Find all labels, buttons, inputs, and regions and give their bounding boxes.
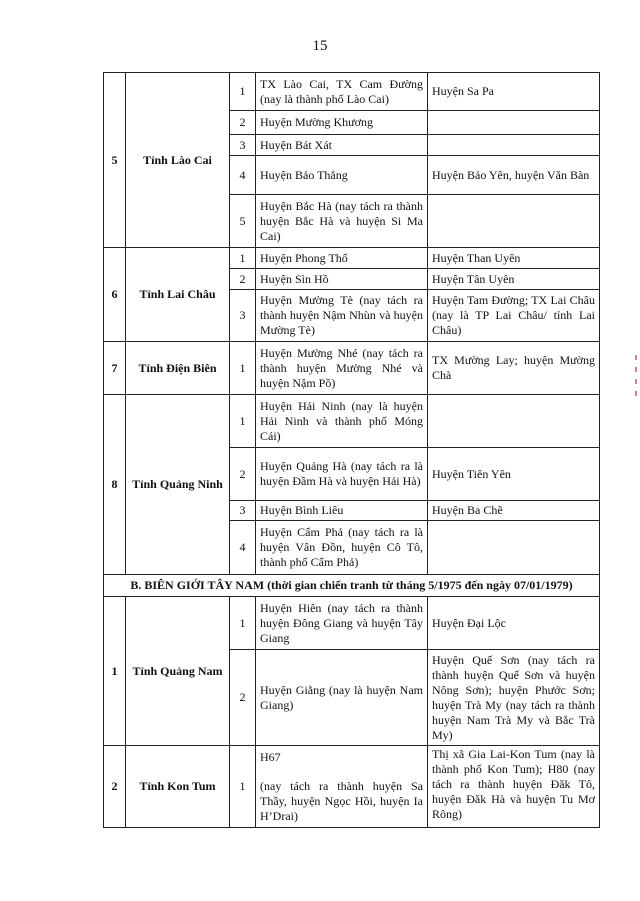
province-stt: 5 bbox=[104, 73, 126, 248]
table-row bbox=[104, 395, 600, 448]
row-number: 5 bbox=[230, 195, 256, 248]
district-cell: Huyện Quảng Hà (nay tách ra là huyện Đầm Hà và huyện Hải Hà) bbox=[256, 448, 428, 501]
row-number: 4 bbox=[230, 521, 256, 575]
note-cell bbox=[428, 521, 600, 575]
district-cell: Huyện Bảo Thắng bbox=[256, 156, 428, 195]
district-cell: Huyện Phong Thổ bbox=[256, 248, 428, 269]
table-row bbox=[104, 746, 600, 828]
note-cell bbox=[428, 195, 600, 248]
district-cell: Huyện Mường Nhé (nay tách ra thành huyện Mường Nhé và huyện Nậm Pồ) bbox=[256, 342, 428, 395]
row-number: 3 bbox=[230, 501, 256, 521]
district-cell: Huyện Bắc Hà (nay tách ra thành huyện Bắc Hà và huyện Si Ma Cai) bbox=[256, 195, 428, 248]
district-detail: (nay tách ra thành huyện Sa Thầy, huyện Ngọc Hồi, huyện Ia H’Drai) bbox=[260, 778, 423, 823]
row-number: 1 bbox=[230, 248, 256, 269]
district-cell: Huyện Cẩm Phả (nay tách ra là huyện Vân Đồn, huyện Cô Tô, thành phố Cẩm Phả) bbox=[256, 521, 428, 575]
table-row bbox=[104, 73, 600, 111]
note-cell: Huyện Tam Đường; TX Lai Châu (nay là TP Lai Châu/ tỉnh Lai Châu) bbox=[428, 290, 600, 342]
note-cell: Huyện Sa Pa bbox=[428, 73, 600, 111]
row-number: 3 bbox=[230, 135, 256, 156]
margin-stamp-mark bbox=[635, 348, 638, 408]
province-name: Tỉnh Quảng Ninh bbox=[126, 395, 230, 575]
page-number: 15 bbox=[312, 38, 328, 54]
note-cell bbox=[428, 135, 600, 156]
province-name: Tỉnh Kon Tum bbox=[126, 746, 230, 828]
section-header-row bbox=[104, 575, 600, 597]
row-number: 2 bbox=[230, 111, 256, 135]
note-cell: Thị xã Gia Lai-Kon Tum (nay là thành phố Kon Tum); H80 (nay tách ra thành huyện Đăk Tô, huyện Đăk Hà và huyện Tu Mơ Rông) bbox=[428, 746, 600, 828]
section-b-title: B. BIÊN GIỚI TÂY NAM (thời gian chiến tranh từ tháng 5/1975 đến ngày 07/01/1979) bbox=[104, 575, 600, 597]
district-table bbox=[103, 72, 600, 828]
district-cell: Huyện Bát Xát bbox=[256, 135, 428, 156]
note-cell: Huyện Ba Chẽ bbox=[428, 501, 600, 521]
note-cell: TX Mường Lay; huyện Mường Chà bbox=[428, 342, 600, 395]
district-code: H67 bbox=[260, 749, 281, 764]
note-cell: Huyện Tân Uyên bbox=[428, 269, 600, 290]
note-cell: Huyện Bảo Yên, huyện Văn Bàn bbox=[428, 156, 600, 195]
row-number: 1 bbox=[230, 597, 256, 650]
province-stt: 6 bbox=[104, 248, 126, 342]
district-cell: Huyện Hiên (nay tách ra thành huyện Đông Giang và huyện Tây Giang bbox=[256, 597, 428, 650]
district-cell: Huyện Giằng (nay là huyện Nam Giang) bbox=[256, 650, 428, 746]
row-number: 3 bbox=[230, 290, 256, 342]
district-cell: Huyện Bình Liêu bbox=[256, 501, 428, 521]
note-cell: Huyện Tiên Yên bbox=[428, 448, 600, 501]
row-number: 1 bbox=[230, 395, 256, 448]
row-number: 2 bbox=[230, 269, 256, 290]
province-name: Tỉnh Quảng Nam bbox=[126, 597, 230, 746]
table-row bbox=[104, 342, 600, 395]
row-number: 2 bbox=[230, 448, 256, 501]
province-stt: 7 bbox=[104, 342, 126, 395]
note-cell bbox=[428, 395, 600, 448]
note-cell bbox=[428, 111, 600, 135]
province-stt: 2 bbox=[104, 746, 126, 828]
district-cell: Huyện Mường Khương bbox=[256, 111, 428, 135]
note-cell: Huyện Quế Sơn (nay tách ra thành huyện Quế Sơn và huyện Nông Sơn); huyện Phước Sơn; huyện Trà My (nay tách ra thành huyện Nam Trà My và Bắc Trà My) bbox=[428, 650, 600, 746]
province-name: Tỉnh Lai Châu bbox=[126, 248, 230, 342]
district-cell: Huyện Hải Ninh (nay là huyện Hải Ninh và thành phố Móng Cái) bbox=[256, 395, 428, 448]
row-number: 2 bbox=[230, 650, 256, 746]
province-stt: 1 bbox=[104, 597, 126, 746]
table-row bbox=[104, 248, 600, 269]
row-number: 1 bbox=[230, 746, 256, 828]
note-cell: Huyện Than Uyên bbox=[428, 248, 600, 269]
district-cell: Huyện Mường Tè (nay tách ra thành huyện Nậm Nhùn và huyện Mường Tè) bbox=[256, 290, 428, 342]
row-number: 4 bbox=[230, 156, 256, 195]
province-stt: 8 bbox=[104, 395, 126, 575]
district-cell bbox=[256, 746, 428, 828]
table-row bbox=[104, 597, 600, 650]
province-name: Tỉnh Lào Cai bbox=[126, 73, 230, 248]
province-name: Tỉnh Điện Biên bbox=[126, 342, 230, 395]
row-number: 1 bbox=[230, 73, 256, 111]
row-number: 1 bbox=[230, 342, 256, 395]
district-cell: Huyện Sìn Hồ bbox=[256, 269, 428, 290]
note-cell: Huyện Đại Lộc bbox=[428, 597, 600, 650]
district-cell: TX Lào Cai, TX Cam Đường (nay là thành phố Lào Cai) bbox=[256, 73, 428, 111]
